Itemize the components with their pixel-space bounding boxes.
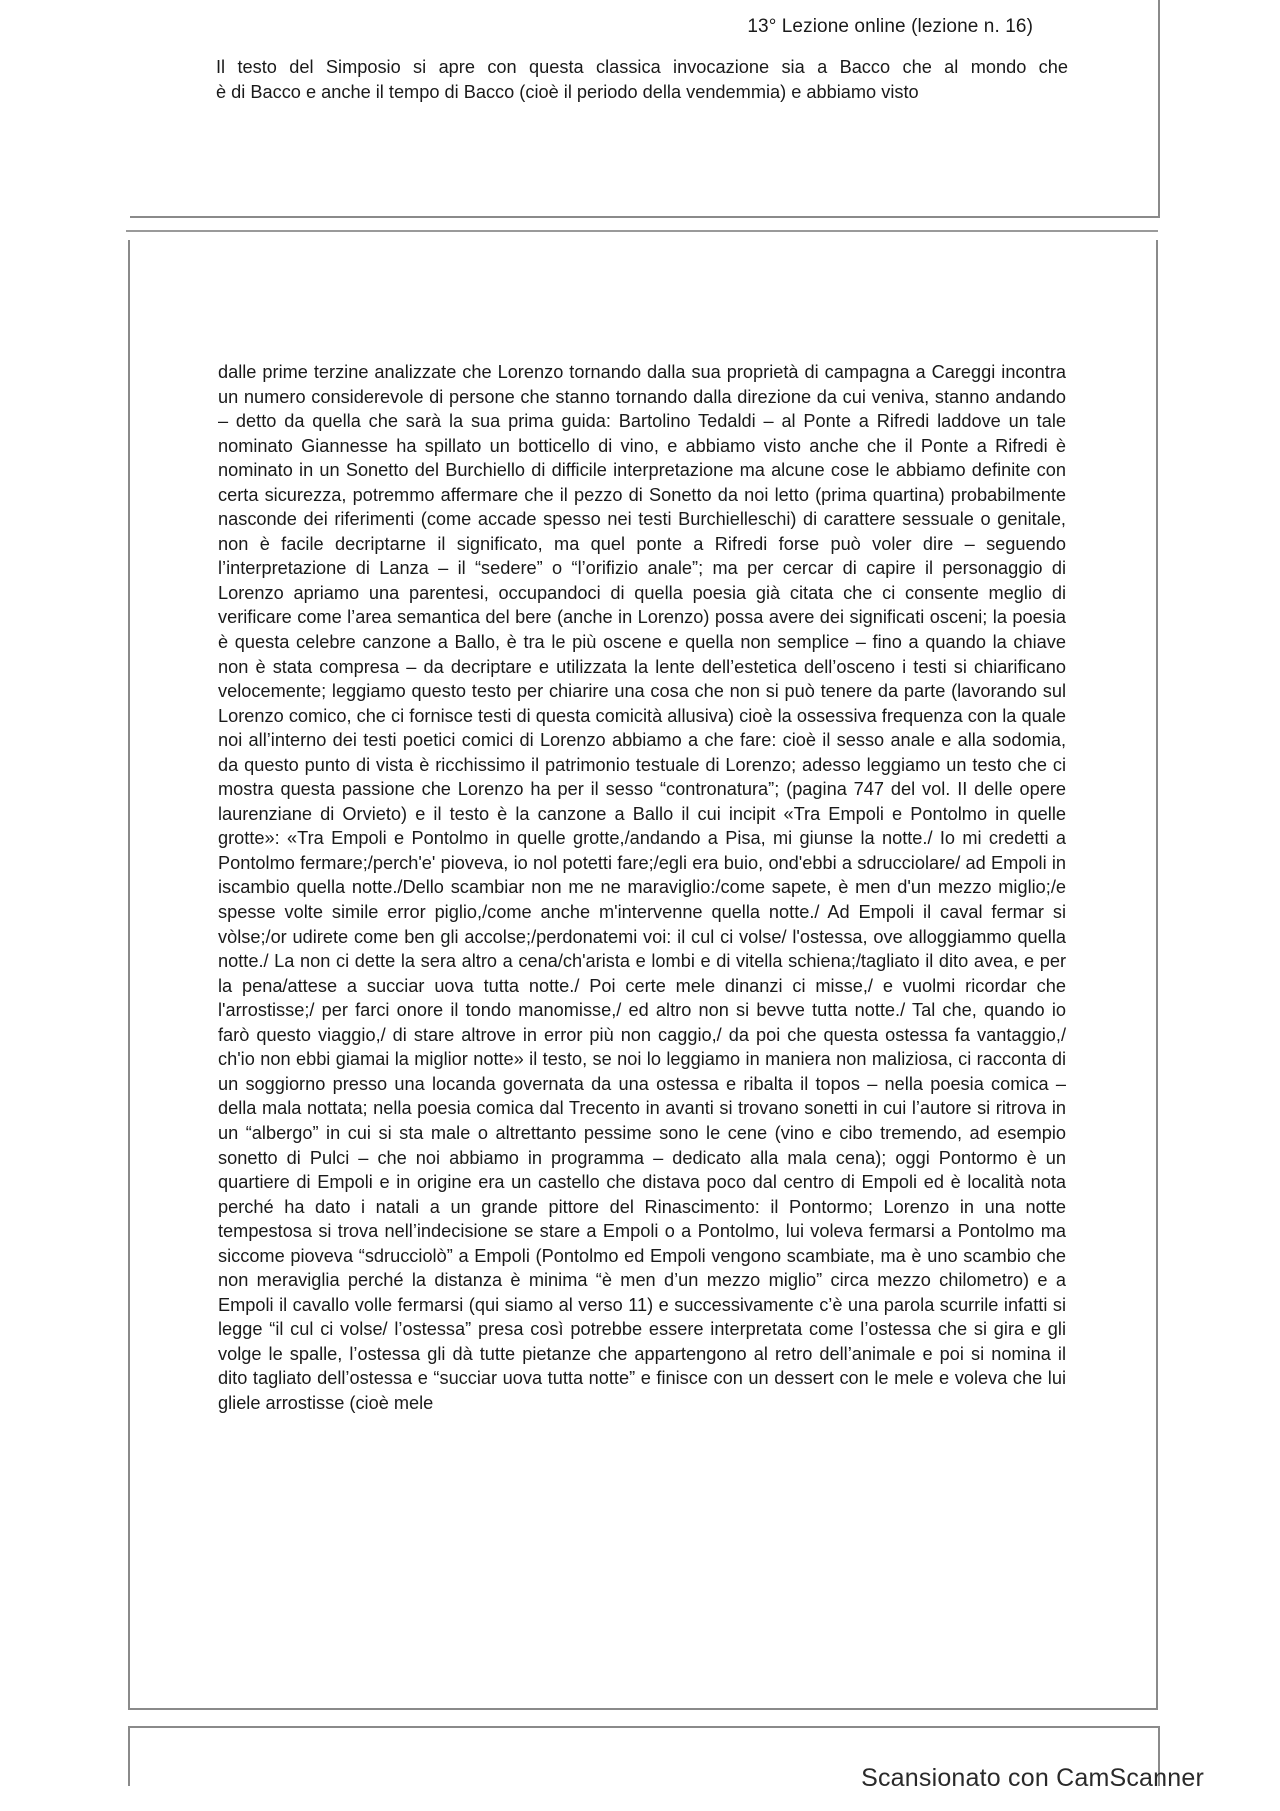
previous-page-fragment [130, 0, 1160, 218]
page-body [218, 360, 1066, 1416]
top-page-text [216, 55, 1068, 105]
lesson-header: 13° Lezione online (lezione n. 16) [747, 16, 1033, 37]
camscanner-watermark: Scansionato con CamScanner [861, 1764, 1204, 1792]
top-line: Il testo del Simposio si apre con questa classica invocazione sia a Bacco che al mondo che [216, 57, 1068, 77]
top-line: è di Bacco e anche il tempo di Bacco (cioè il periodo della vendemmia) e abbiamo visto [216, 82, 919, 102]
body-paragraph: dalle prime terzine analizzate che Lorenzo tornando dalla sua proprietà di campagna a Careggi incontra un numero considerevole di persone che stanno tornando dalla direzione da cui veniva, stanno andando – detto da quella che sarà la sua prima guida: Bartolino Tedaldi – al Ponte a Rifredi laddove un tale nominato Giannesse ha spillato un botticello di vino, e abbiamo visto anche che il Ponte a Rifredi è nominato in un Sonetto del Burchiello di difficile interpretazione ma alcune cose le abbiamo definite con certa sicurezza, potremmo affermare che il pezzo di Sonetto da noi letto (prima quartina) probabilmente nasconde dei riferimenti (come accade spesso nei testi Burchielleschi) di carattere sessuale o genitale, non è facile decriptarne il significato, ma quel ponte a Rifredi forse può voler dire – seguendo l’interpretazione di Lanza – il “sedere” o “l’orifizio anale”; ma per cercar di capire il personaggio di Lorenzo apriamo una parentesi, occupandoci di quella poesia già citata che ci consente meglio di verificare come l’area semantica del bere (anche in Lorenzo) possa avere dei significati osceni; la poesia è questa celebre canzone a Ballo, è tra le più oscene e quella non semplice – fino a quando la chiave non è stata compresa – da decriptare e utilizzata la lente dell’estetica dell’osceno i testi si chiarificano velocemente; leggiamo questo testo per chiarire una cosa che non si può tenere da parte (lavorando sul Lorenzo comico, che ci fornisce testi di questa comicità allusiva) cioè la ossessiva frequenza con la quale noi all’interno dei testi poetici comici di Lorenzo abbiamo a che fare: cioè il sesso anale e alla sodomia, da questo punto di vista è ricchissimo il patrimonio testuale di Lorenzo; adesso leggiamo un testo che ci mostra questa passione che Lorenzo ha per il sesso “contronatura”; (pagina 747 del vol. II delle opere laurenziane di Orvieto) e il testo è la canzone a Ballo il cui incipit «Tra Empoli e Pontolmo in quelle grotte»: «Tra Empoli e Pontolmo in quelle grotte,/andando a Pisa, mi giunse la notte./ Io mi credetti a Pontolmo fermare;/perch'e' pioveva, io nol potetti fare;/egli era buio, ond'ebbi a sdrucciolare/ ad Empoli in iscambio quella notte./Dello scambiar non me ne maraviglio:/come sapete, è men d'un mezzo miglio;/e spesse volte simile error piglio,/come anche m'intervenne quella notte./ Ad Empoli il caval fermar si vòlse;/or udirete come ben gli accolse;/perdonatemi voi: il cul ci volse/ l'ostessa, ove alloggiammo quella notte./ La non ci dette la sera altro a cena/ch'arista e lombi e di vitella schiena;/tagliato il dito avea, e per la pena/attese a succiar uova tutta notte./ Poi certe mele dinanzi ci misse,/ e vuolmi ricordar che l'arrostisse;/ per farci onore il tondo manomisse,/ ed altro non si bevve tutta notte./ Tal che, quando io farò questo viaggio,/ di stare altrove in error più non caggio,/ da poi che questa ostessa fa vantaggio,/ ch'io non ebbi giamai la miglior notte» il testo, se noi lo leggiamo in maniera non maliziosa, ci racconta di un soggiorno presso una locanda governata da una ostessa e ribalta il topos – nella poesia comica – della mala nottata; nella poesia comica dal Trecento in avanti si trovano sonetti in cui l’autore si ritrova in un “albergo” in cui si sta male o altrettanto pessime sono le cene (vino e cibo tremendo, ad esempio sonetto di Pulci – che noi abbiamo in programma – dedicato alla mala cena); oggi Pontormo è un quartiere di Empoli e in origine era un castello che distava poco dal centro di Empoli ed è località nota perché ha dato i natali a un grande pittore del Rinascimento: il Pontormo; Lorenzo in una notte tempestosa si trova nell’indecisione se stare a Empoli o a Pontolmo, lui voleva fermarsi a Pontolmo ma siccome pioveva “sdrucciolò” a Empoli (Pontolmo ed Empoli vengono scambiate, ma è uno scambio che non meraviglia perché la distanza è minima “è men d’un mezzo miglio” circa mezzo chilometro) e a Empoli il cavallo volle fermarsi (qui siamo al verso 11) e successivamente c’è una parola scurrile infatti si legge “il cul ci volse/ l’ostessa” presa così potrebbe essere interpretata come l’ostessa che si gira e gli volge le spalle, l’ostessa gli dà tutte pietanze che appartengono al retro dell’animale e poi si nomina il dito tagliato dell’ostessa e “succiar uova tutta notte” e finisce con un dessert con le mele e voleva che lui gliele arrostisse (cioè mele [218, 362, 1066, 1413]
page-divider [126, 230, 1158, 232]
scanned-page [128, 240, 1158, 1710]
